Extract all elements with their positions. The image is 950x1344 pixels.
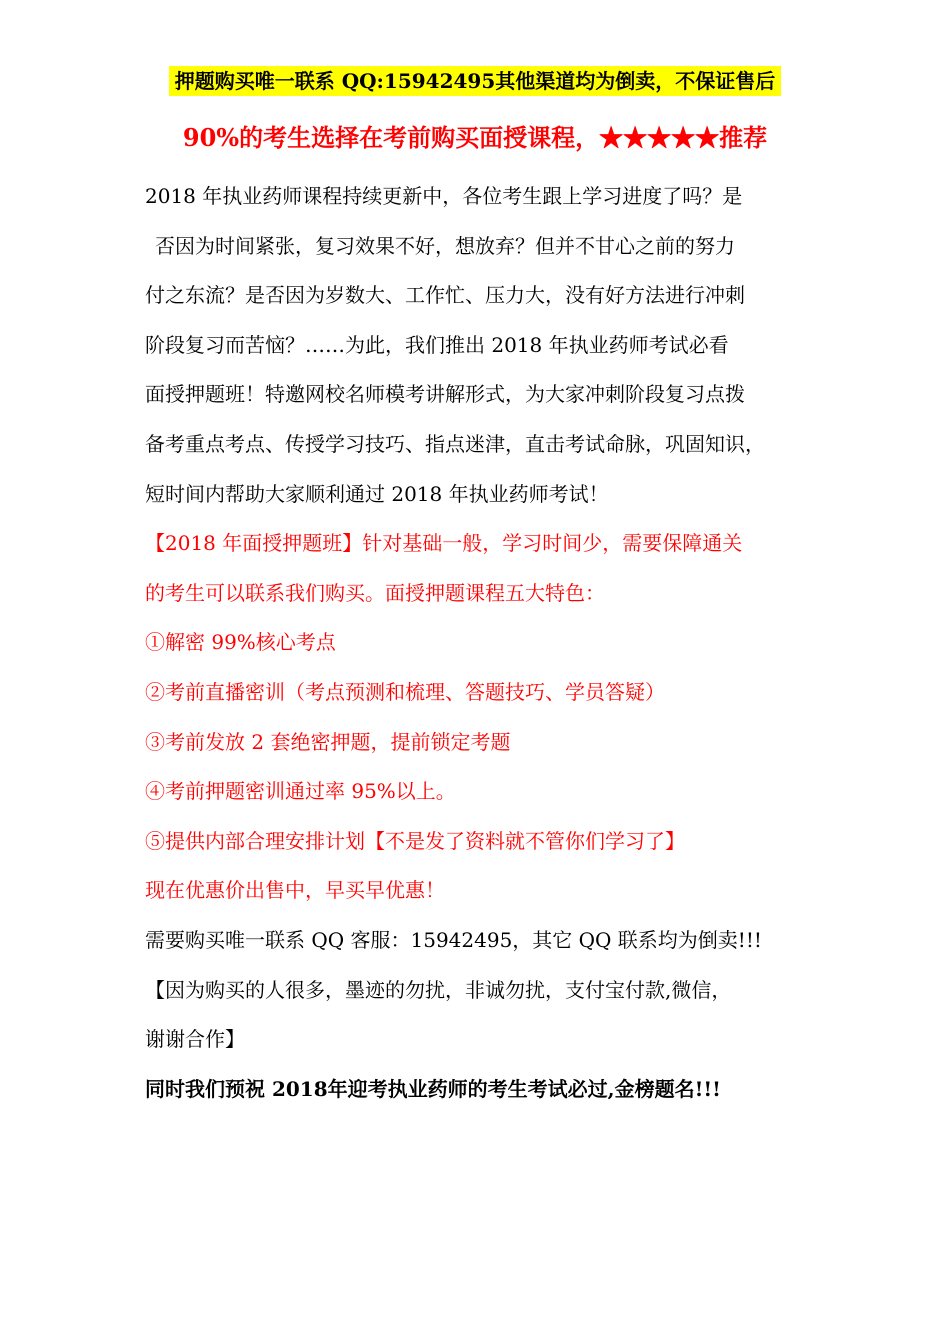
contact-banner-text: 押题购买唯一联系 QQ:15942495其他渠道均为倒卖，不保证售后 bbox=[169, 66, 782, 96]
notice-line: 谢谢合作】 bbox=[145, 1027, 245, 1052]
feature-item: ③考前发放 2 套绝密押题，提前锁定考题 bbox=[145, 729, 511, 754]
intro-line: 2018 年执业药师课程持续更新中，各位考生跟上学习进度了吗？是 bbox=[145, 184, 743, 208]
intro-line: 付之东流？是否因为岁数大、工作忙、压力大，没有好方法进行冲刺 bbox=[145, 283, 745, 308]
contact-text: 需要购买唯一联系 QQ 客服：15942495，其它 QQ 联系均为倒卖!!! bbox=[145, 927, 762, 952]
class-intro-line: 的考生可以联系我们购买。面授押题课程五大特色： bbox=[145, 580, 605, 605]
feature-item: ①解密 99%核心考点 bbox=[145, 630, 336, 655]
intro-line: 面授押题班！特邀网校名师模考讲解形式，为大家冲刺阶段复习点拨 bbox=[145, 382, 745, 407]
contact-banner bbox=[0, 66, 950, 96]
feature-item: ④考前押题密训通过率 95%以上。 bbox=[145, 779, 456, 804]
document-body bbox=[145, 172, 810, 1114]
feature-item: ⑤提供内部合理安排计划【不是发了资料就不管你们学习了】 bbox=[145, 828, 685, 853]
notice-line: 【因为购买的人很多，墨迹的勿扰，非诚勿扰，支付宝付款,微信， bbox=[145, 977, 732, 1002]
headline: 90%的考生选择在考前购买面授课程，★★★★★推荐 bbox=[182, 123, 768, 152]
intro-line: 阶段复习而苦恼？……为此，我们推出 2018 年执业药师考试必看 bbox=[145, 332, 729, 357]
intro-line: 否因为时间紧张，复习效果不好，想放弃？但并不甘心之前的努力 bbox=[155, 233, 735, 258]
closing-text: 同时我们预祝 2018年迎考执业药师的考生考试必过,金榜题名!!! bbox=[145, 1076, 721, 1101]
intro-line: 短时间内帮助大家顺利通过 2018 年执业药师考试！ bbox=[145, 481, 609, 506]
class-intro-line: 【2018 年面授押题班】针对基础一般，学习时间少，需要保障通关 bbox=[145, 531, 743, 556]
feature-item: ②考前直播密训（考点预测和梳理、答题技巧、学员答疑） bbox=[145, 679, 665, 704]
promo-text: 现在优惠价出售中，早买早优惠！ bbox=[145, 878, 445, 903]
intro-line: 备考重点考点、传授学习技巧、指点迷津，直击考试命脉，巩固知识， bbox=[145, 431, 765, 456]
